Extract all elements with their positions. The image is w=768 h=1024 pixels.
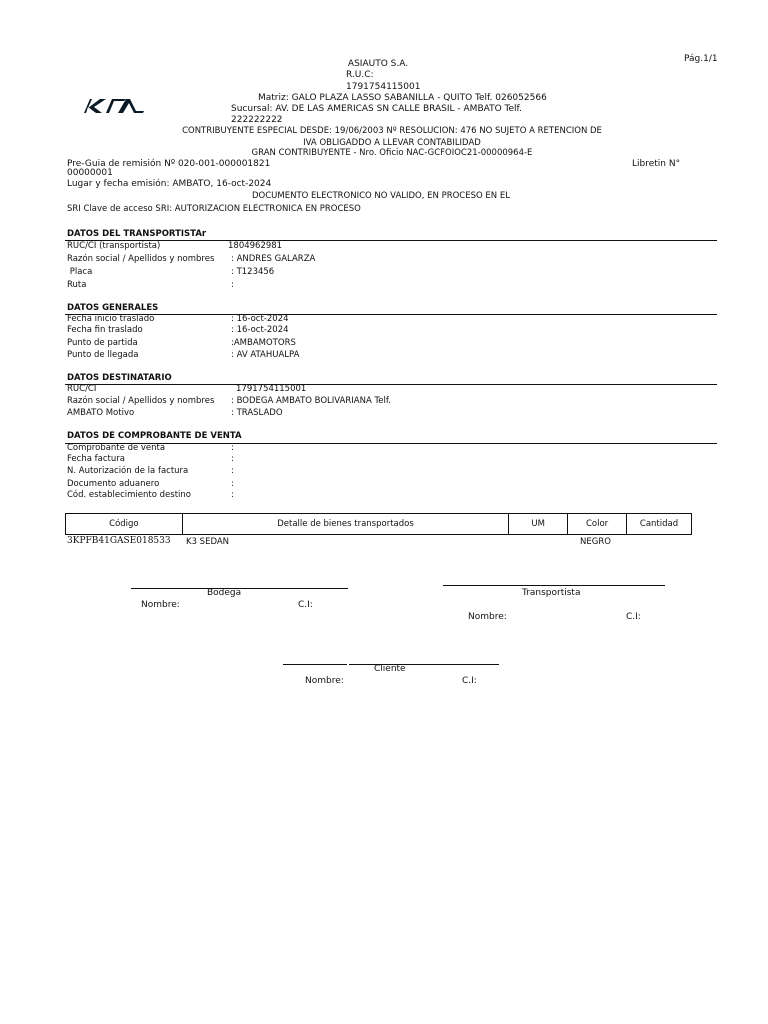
item-detalle: K3 SEDAN xyxy=(186,537,230,547)
comprobante-label-venta: Comprobante de venta xyxy=(67,443,166,453)
divider-transportista xyxy=(65,240,717,241)
sri-clave-acceso: SRI Clave de acceso SRI: AUTORIZACION ELECTRONICA EN PROCESO xyxy=(67,204,361,214)
section-title-comprobante: DATOS DE COMPROBANTE DE VENTA xyxy=(67,431,242,441)
transportista-value-ruta: : xyxy=(231,280,234,290)
generales-label-llegada: Punto de llegada xyxy=(67,350,139,360)
company-sucursal: Sucursal: AV. DE LAS AMERICAS SN CALLE BRASIL - AMBATO Telf. xyxy=(231,104,522,114)
signature-label-transportista: Transportista xyxy=(522,588,581,598)
destinatario-label-motivo: AMBATO Motivo xyxy=(67,408,135,418)
comprobante-label-fecha: Fecha factura xyxy=(67,454,125,464)
preguia-number: Pre-Guia de remisión Nº 020-001-000001821 xyxy=(67,159,271,169)
comprobante-label-establecimiento: Cód. establecimiento destino xyxy=(67,490,191,500)
transportista-label-razon: Razón social / Apellidos y nombres xyxy=(67,254,215,264)
comprobante-value-fecha: : xyxy=(231,454,234,464)
destinatario-value-ruc: 1791754115001 xyxy=(236,384,307,394)
cliente-ci-label: C.I: xyxy=(462,676,477,686)
destinatario-value-razon: : BODEGA AMBATO BOLIVARIANA Telf. xyxy=(231,396,391,406)
generales-value-partida: :AMBAMOTORS xyxy=(231,338,296,348)
page-number: Pág.1/1 xyxy=(684,54,718,64)
destinatario-label-razon: Razón social / Apellidos y nombres xyxy=(67,396,215,406)
items-table-header xyxy=(66,514,692,535)
signature-label-cliente: Cliente xyxy=(374,664,406,674)
company-ruc-label: R.U.C: xyxy=(346,70,374,80)
company-contribuyente: CONTRIBUYENTE ESPECIAL DESDE: 19/06/2003 Nº RESOLUCION: 476 NO SUJETO A RETENCION DE xyxy=(182,126,602,136)
generales-label-inicio: Fecha inicio traslado xyxy=(67,314,155,324)
col-header-cantidad: Cantidad xyxy=(627,514,692,535)
preguia-number-cont: 00000001 xyxy=(67,168,113,178)
col-header-um: UM xyxy=(509,514,568,535)
generales-value-llegada: : AV ATAHUALPA xyxy=(231,350,300,360)
libretin-label: Libretin N° xyxy=(632,159,681,169)
transportista-value-ruc: 1804962981 xyxy=(228,241,283,251)
divider-destinatario xyxy=(65,384,717,385)
generales-label-partida: Punto de partida xyxy=(67,338,138,348)
section-title-destinatario: DATOS DESTINATARIO xyxy=(67,373,172,383)
signature-line-cliente-left xyxy=(283,664,347,665)
generales-value-fin: : 16-oct-2024 xyxy=(231,325,289,335)
section-title-generales: DATOS GENERALES xyxy=(67,303,159,313)
transportista-value-placa: : T123456 xyxy=(231,267,275,277)
signature-label-bodega: Bodega xyxy=(207,588,242,598)
electronic-notice: DOCUMENTO ELECTRONICO NO VALIDO, EN PROCESO EN EL xyxy=(252,191,510,201)
comprobante-value-establecimiento: : xyxy=(231,490,234,500)
destinatario-label-ruc: RUC/CI xyxy=(67,384,97,394)
transportista-ci-label: C.I: xyxy=(626,612,641,622)
generales-value-inicio: : 16-oct-2024 xyxy=(231,314,289,324)
signature-line-cliente-right xyxy=(349,664,499,665)
transportista-value-razon: : ANDRES GALARZA xyxy=(231,254,316,264)
col-header-detalle: Detalle de bienes transportados xyxy=(182,514,508,535)
transportista-label-ruc: RUC/CI (transportista) xyxy=(67,241,161,251)
destinatario-value-motivo: : TRASLADO xyxy=(231,408,283,418)
company-matriz: Matriz: GALO PLAZA LASSO SABANILLA - QUITO Telf. 026052566 xyxy=(258,93,547,103)
divider-generales xyxy=(65,314,717,315)
comprobante-value-aduanero: : xyxy=(231,479,234,489)
transportista-nombre-label: Nombre: xyxy=(468,612,507,622)
transportista-label-placa: Placa xyxy=(67,267,93,277)
company-sucursal-phone: 222222222 xyxy=(231,115,283,125)
signature-line-transportista xyxy=(443,585,665,586)
kia-logo-icon xyxy=(82,97,144,115)
item-color: NEGRO xyxy=(580,537,611,547)
bodega-nombre-label: Nombre: xyxy=(141,600,180,610)
transportista-label-ruta: Ruta xyxy=(67,280,87,290)
generales-label-fin: Fecha fin traslado xyxy=(67,325,143,335)
item-codigo: 3KPFB41GASE018533 xyxy=(67,536,171,546)
company-name: ASIAUTO S.A. xyxy=(347,59,409,69)
col-header-codigo: Código xyxy=(66,514,183,535)
lugar-fecha-emision: Lugar y fecha emisión: AMBATO, 16-oct-2024 xyxy=(67,179,272,189)
comprobante-value-venta: : xyxy=(231,443,234,453)
comprobante-label-aduanero: Documento aduanero xyxy=(67,479,160,489)
company-gran-contribuyente: GRAN CONTRIBUYENTE - Nro. Oficio NAC-GCFOIOC21-00000964-E xyxy=(251,148,533,158)
section-title-transportista: DATOS DEL TRANSPORTISTAr xyxy=(67,229,207,239)
bodega-ci-label: C.I: xyxy=(298,600,313,610)
comprobante-label-autorizacion: N. Autorización de la factura xyxy=(67,466,189,476)
items-table xyxy=(65,513,692,535)
col-header-color: Color xyxy=(568,514,627,535)
comprobante-value-autorizacion: : xyxy=(231,466,234,476)
company-ruc: 1791754115001 xyxy=(346,82,421,92)
cliente-nombre-label: Nombre: xyxy=(305,676,344,686)
company-contabilidad: IVA OBLIGADDO A LLEVAR CONTABILIDAD xyxy=(303,138,481,148)
